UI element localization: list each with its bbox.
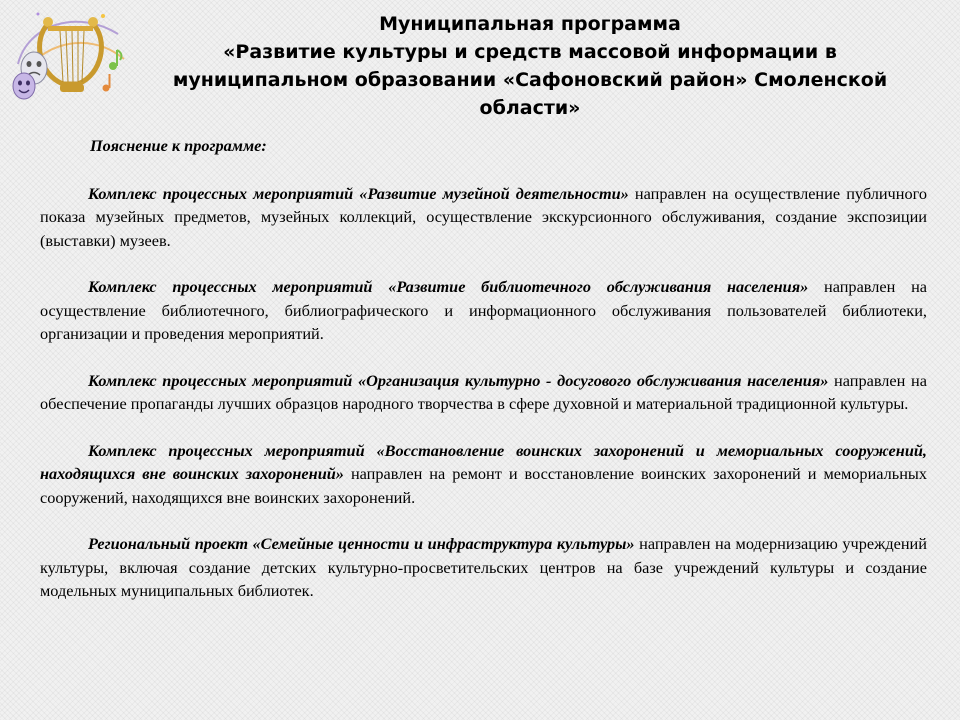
paragraph-regional-project xyxy=(40,532,927,603)
paragraph-lead: Комплекс процессных мероприятий «Организация культурно - досугового обслуживания населения» xyxy=(88,370,829,390)
paragraph-text: направлен на ремонт и восстановление воинских захоронений и мемориальных сооружений, находящихся вне воинских захоронений. xyxy=(40,464,927,507)
paragraph-text: направлен на осуществление публичного показа музейных предметов, музейных коллекций, осуществление экскурсионного обслуживания, создание экспозиции (выставки) музеев. xyxy=(40,183,928,250)
title-line-1: Муниципальная программа xyxy=(379,13,681,35)
paragraph-text: направлен на модернизацию учреждений культуры, включая создание детских культурно-просветительских центров на базе учреждений культуры и создание модельных муниципальных библиотек. xyxy=(40,534,927,600)
paragraph-memorials xyxy=(40,439,927,510)
section-heading: Пояснение к программе: xyxy=(90,136,267,155)
lyre-logo-icon xyxy=(8,4,132,106)
lyre-logo-graphic xyxy=(8,4,132,106)
paragraph-leisure xyxy=(40,369,927,416)
paragraph-lead: Региональный проект «Семейные ценности и инфраструктура культуры» xyxy=(88,534,635,553)
paragraph-lead: Комплекс процессных мероприятий «Восстановление воинских захоронений и мемориальных сооружений, находящихся вне воинских захоронений» xyxy=(40,440,927,483)
document-body xyxy=(40,134,927,626)
paragraph-text: направлен на обеспечение пропаганды лучших образцов народного творчества в сфере духовной и материальной традиционной культуры. xyxy=(40,370,927,413)
paragraph-library xyxy=(40,275,927,346)
paragraph-lead: Комплекс процессных мероприятий «Развитие библиотечного обслуживания населения» xyxy=(88,277,809,296)
title-line-4: области» xyxy=(479,97,581,119)
paragraph-lead: Комплекс процессных мероприятий «Развитие музейной деятельности» xyxy=(88,183,629,203)
paragraph-museum xyxy=(40,182,927,253)
title-line-2: «Развитие культуры и средств массовой информации в xyxy=(223,41,837,63)
title-line-3: муниципальном образовании «Сафоновский район» Смоленской xyxy=(172,69,888,91)
page-title xyxy=(130,10,930,122)
paragraph-text: направлен на осуществление библиотечного, библиографического и информационного обслуживания пользователей библиотеки, организации и проведения мероприятий. xyxy=(40,277,928,343)
